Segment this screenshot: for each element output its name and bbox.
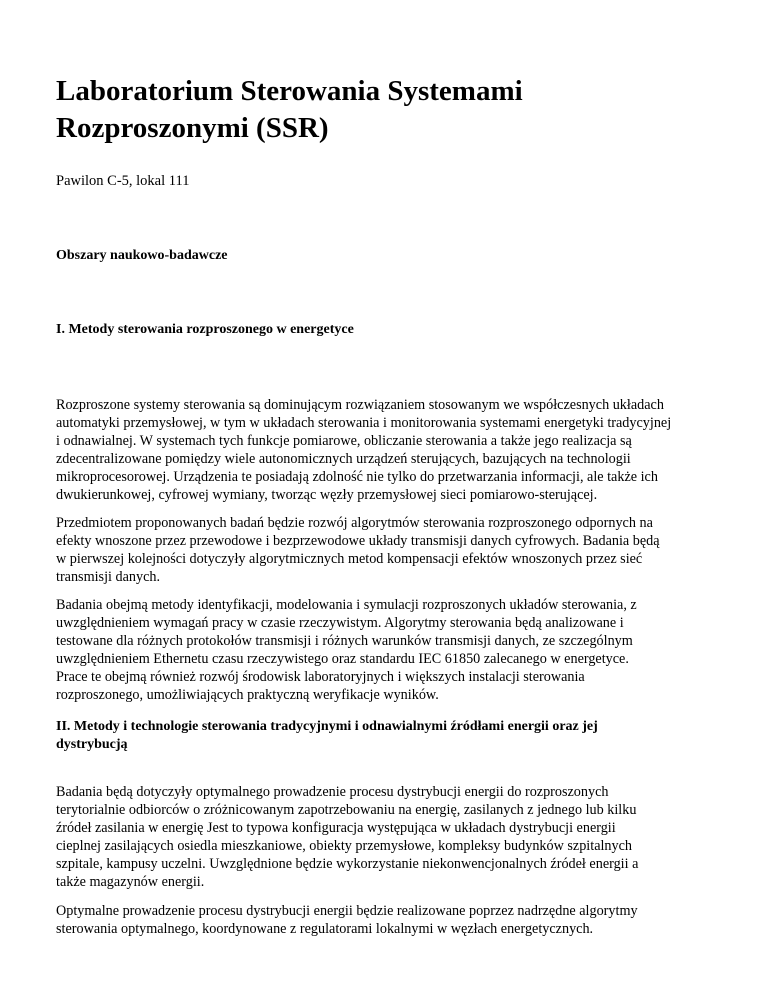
section-heading: Obszary naukowo-badawcze [56,248,228,263]
section-1-paragraph-3: Badania obejmą metody identyfikacji, modelowania i symulacji rozproszonych układów sterowania, z uwzględnieniem wymagań pracy w czasie rzeczywistym. Algorytmy sterowania będą analizowane i testowane dla różnych protokołów transmisji i różnych warunków transmisji danych, ze szczególnym uwzględnieniem Ethernetu czasu rzeczywistego oraz standardu IEC 61850 zalecanego w energetyce. Prace te obejmą również rozwój środowisk laboratoryjnych i większych instalacji sterowania rozproszonego, umożliwiających praktyczną weryfikacje wyników. [56,597,637,703]
section-2-paragraph-2: Optymalne prowadzenie procesu dystrybucji energii będzie realizowane poprzez nadrzędne algorytmy sterowania optymalnego, koordynowane z regulatorami lokalnymi w węzłach energetycznych. [56,903,638,937]
section-1-paragraph-1: Rozproszone systemy sterowania są dominującym rozwiązaniem stosowanym we współczesnych układach automatyki przemysłowej, w tym w układach sterowania i monitorowania systemami energetyki tradycyjnej i odnawialnej. W systemach tych funkcje pomiarowe, obliczanie sterowania a także jego realizacja są zdecentralizowane pomiędzy wiele autonomicznych urządzeń sterujących, bazujących na technologii mikroprocesorowej. Urządzenia te posiadają zdolność nie tylko do przetwarzania informacji, ale także ich dwukierunkowej, cyfrowej wymiany, tworząc węzły przemysłowej sieci pomiarowo-sterującej. [56,397,672,503]
section-1-paragraph-2: Przedmiotem proponowanych badań będzie rozwój algorytmów sterowania rozproszonego odpornych na efekty wnoszone przez przewodowe i bezprzewodowe układy transmisji danych cyfrowych. Badania będą w pierwszej kolejności dotyczyły algorytmicznych metod kompensacji efektów wnoszonych przez sieć transmisji danych. [56,515,660,585]
location-text: Pawilon C-5, lokal 111 [56,173,190,189]
section-1-heading: I. Metody sterowania rozproszonego w energetyce [56,322,354,337]
section-2-heading: II. Metody i technologie sterowania tradycyjnymi i odnawialnymi źródłami energii oraz jej dystrybucją [56,719,598,752]
section-2-paragraph-1: Badania będą dotyczyły optymalnego prowadzenie procesu dystrybucji energii do rozproszonych terytorialnie odbiorców o zróżnicowanym zapotrzebowaniu na energię, zasilanych z jednego lub kilku źródeł zasilania w energię Jest to typowa konfiguracja występująca w układach dystrybucji energii cieplnej zasilających osiedla mieszkaniowe, obiekty przemysłowe, kompleksy budynków szpitalnych szpitale, kampusy uczelni. Uwzględnione będzie wykorzystanie niekonwencjonalnych źródeł energii a także magazynów energii. [56,784,639,890]
page-title: Laboratorium Sterowania Systemami Rozproszonymi (SSR) [56,75,523,144]
